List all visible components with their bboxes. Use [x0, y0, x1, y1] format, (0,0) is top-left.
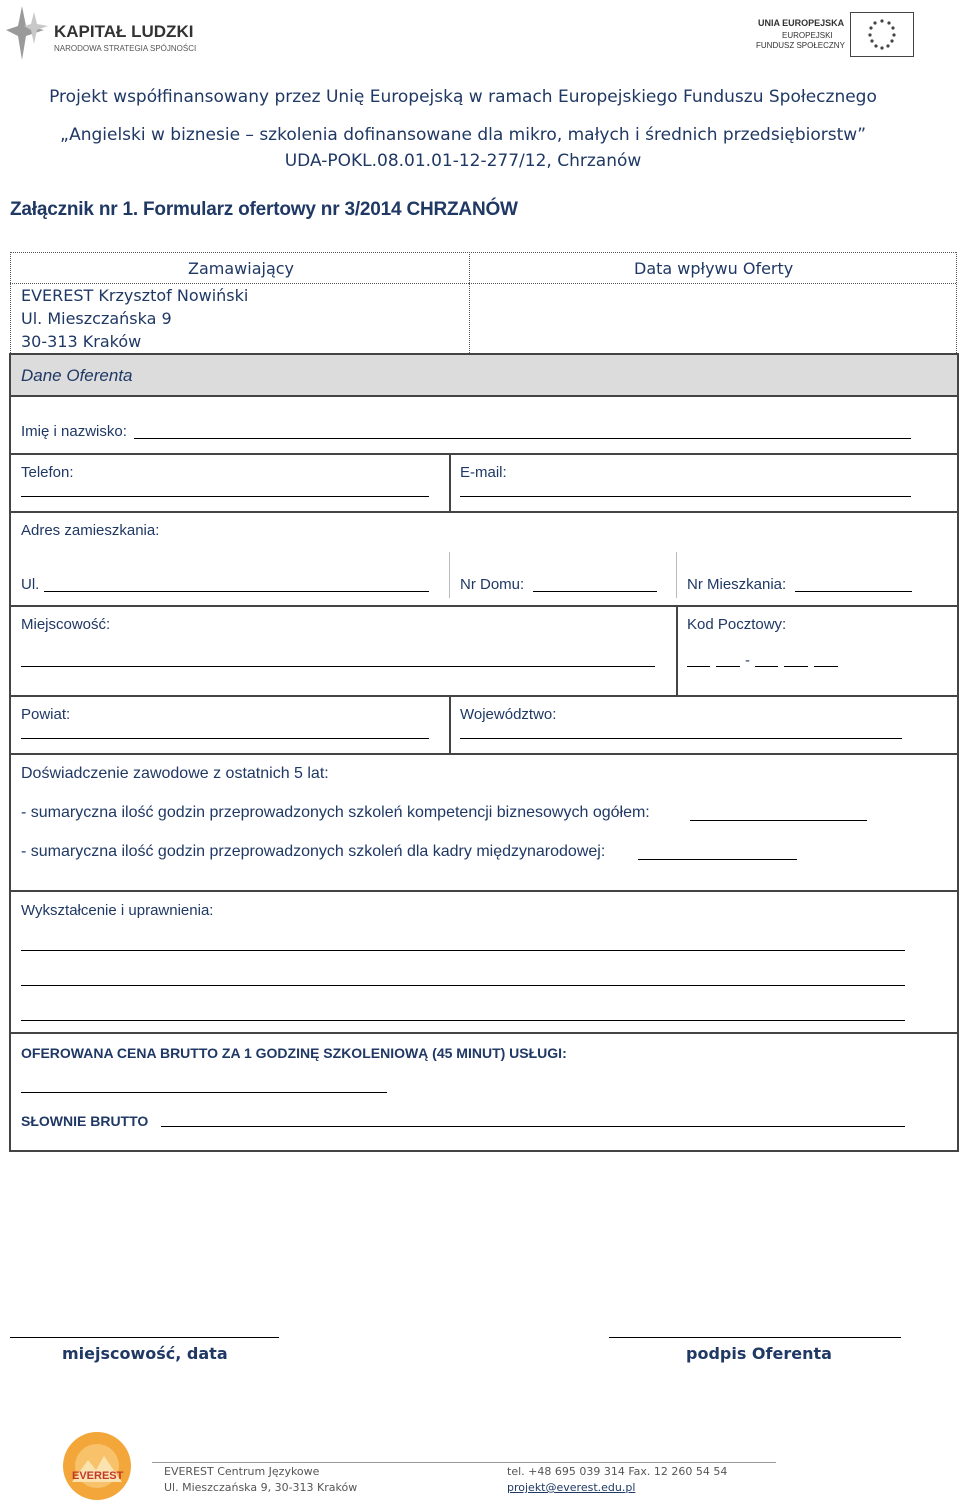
house-number-label: Nr Domu:	[460, 576, 525, 593]
client-name: EVEREST Krzysztof Nowiński	[21, 286, 249, 305]
signature-label: podpis Oferenta	[686, 1344, 832, 1363]
footer-email-link[interactable]: projekt@everest.edu.pl	[507, 1481, 636, 1494]
price-field[interactable]	[21, 1092, 387, 1093]
voivodeship-field[interactable]	[460, 738, 902, 739]
footer-company: EVEREST Centrum Językowe	[164, 1465, 320, 1478]
experience-international-field[interactable]	[638, 859, 797, 860]
everest-logo-text: EVEREST	[72, 1470, 124, 1482]
flat-number-label: Nr Mieszkania:	[687, 576, 787, 593]
city-field[interactable]	[21, 666, 655, 667]
eu-logo-line3: FUNDUSZ SPOŁECZNY	[756, 41, 845, 50]
eu-logo	[752, 12, 917, 57]
postal-digit-2[interactable]	[716, 666, 740, 667]
eu-logo-line2: EUROPEJSKI	[782, 31, 833, 40]
kapital-ludzki-logo	[4, 4, 204, 64]
house-number-field[interactable]	[533, 591, 657, 592]
client-city: 30-313 Kraków	[21, 332, 142, 351]
email-label: E-mail:	[460, 464, 507, 481]
footer-phone: tel. +48 695 039 314 Fax. 12 260 54 54	[507, 1465, 728, 1478]
phone-label: Telefon:	[21, 464, 74, 481]
page-title: Załącznik nr 1. Formularz ofertowy nr 3/2014 CHRZANÓW	[10, 199, 518, 220]
experience-title: Doświadczenie zawodowe z ostatnich 5 lat:	[21, 765, 329, 782]
signature-line[interactable]	[609, 1337, 901, 1338]
postal-dash: -	[745, 652, 750, 669]
flat-number-field[interactable]	[795, 591, 912, 592]
kapital-ludzki-subtitle: NARODOWA STRATEGIA SPÓJNOŚCI	[54, 44, 197, 53]
voivodeship-label: Województwo:	[460, 706, 557, 723]
kapital-ludzki-title: KAPITAŁ LUDZKI	[54, 22, 194, 41]
project-number-line: UDA-POKL.08.01.01-12-277/12, Chrzanów	[284, 151, 642, 171]
eu-logo-line1: UNIA EUROPEJSKA	[758, 18, 845, 28]
place-date-label: miejscowość, data	[62, 1344, 228, 1363]
street-field[interactable]	[44, 591, 429, 592]
street-label: Ul.	[21, 576, 40, 593]
place-date-line[interactable]	[10, 1337, 279, 1338]
experience-business-label: - sumaryczna ilość godzin przeprowadzonych szkoleń kompetencji biznesowych ogółem:	[21, 804, 650, 821]
name-label: Imię i nazwisko:	[21, 423, 127, 440]
postal-digit-3[interactable]	[755, 666, 778, 667]
postal-code-label: Kod Pocztowy:	[687, 616, 787, 633]
phone-field[interactable]	[21, 496, 429, 497]
education-line-3[interactable]	[21, 1020, 905, 1021]
experience-business-field[interactable]	[690, 820, 867, 821]
price-label: OFEROWANA CENA BRUTTO ZA 1 GODZINĘ SZKOLENIOWĄ (45 MINUT) USŁUGI:	[21, 1045, 567, 1061]
county-label: Powiat:	[21, 706, 71, 723]
county-field[interactable]	[21, 738, 429, 739]
education-line-1[interactable]	[21, 950, 905, 951]
postal-digit-5[interactable]	[814, 666, 838, 667]
education-label: Wykształcenie i uprawnienia:	[21, 902, 214, 919]
postal-digit-4[interactable]	[784, 666, 808, 667]
price-words-field[interactable]	[161, 1126, 905, 1127]
postal-digit-1[interactable]	[687, 666, 710, 667]
everest-logo	[62, 1430, 132, 1502]
section-title: Dane Oferenta	[21, 366, 133, 385]
client-header: Zamawiający	[188, 259, 295, 278]
section-header	[11, 355, 957, 397]
eu-flag-icon	[850, 12, 914, 57]
client-street: Ul. Mieszczańska 9	[21, 309, 172, 328]
footer-address: Ul. Mieszczańska 9, 30-313 Kraków	[164, 1481, 358, 1494]
email-field[interactable]	[460, 496, 911, 497]
everest-sun-icon	[62, 1430, 132, 1502]
price-words-label: SŁOWNIE BRUTTO	[21, 1113, 149, 1129]
name-field[interactable]	[134, 438, 911, 439]
address-label: Adres zamieszkania:	[21, 522, 160, 539]
education-line-2[interactable]	[21, 985, 905, 986]
receipt-date-header: Data wpływu Oferty	[634, 259, 794, 278]
project-title-line: „Angielski w biznesie – szkolenia dofinansowane dla mikro, małych i średnich przedsiębiorstw”	[59, 125, 867, 145]
experience-international-label: - sumaryczna ilość godzin przeprowadzonych szkoleń dla kadry międzynarodowej:	[21, 843, 606, 860]
project-cofinanced-line: Projekt współfinansowany przez Unię Europejską w ramach Europejskiego Funduszu Społecznego	[49, 87, 877, 107]
city-label: Miejscowość:	[21, 616, 111, 633]
